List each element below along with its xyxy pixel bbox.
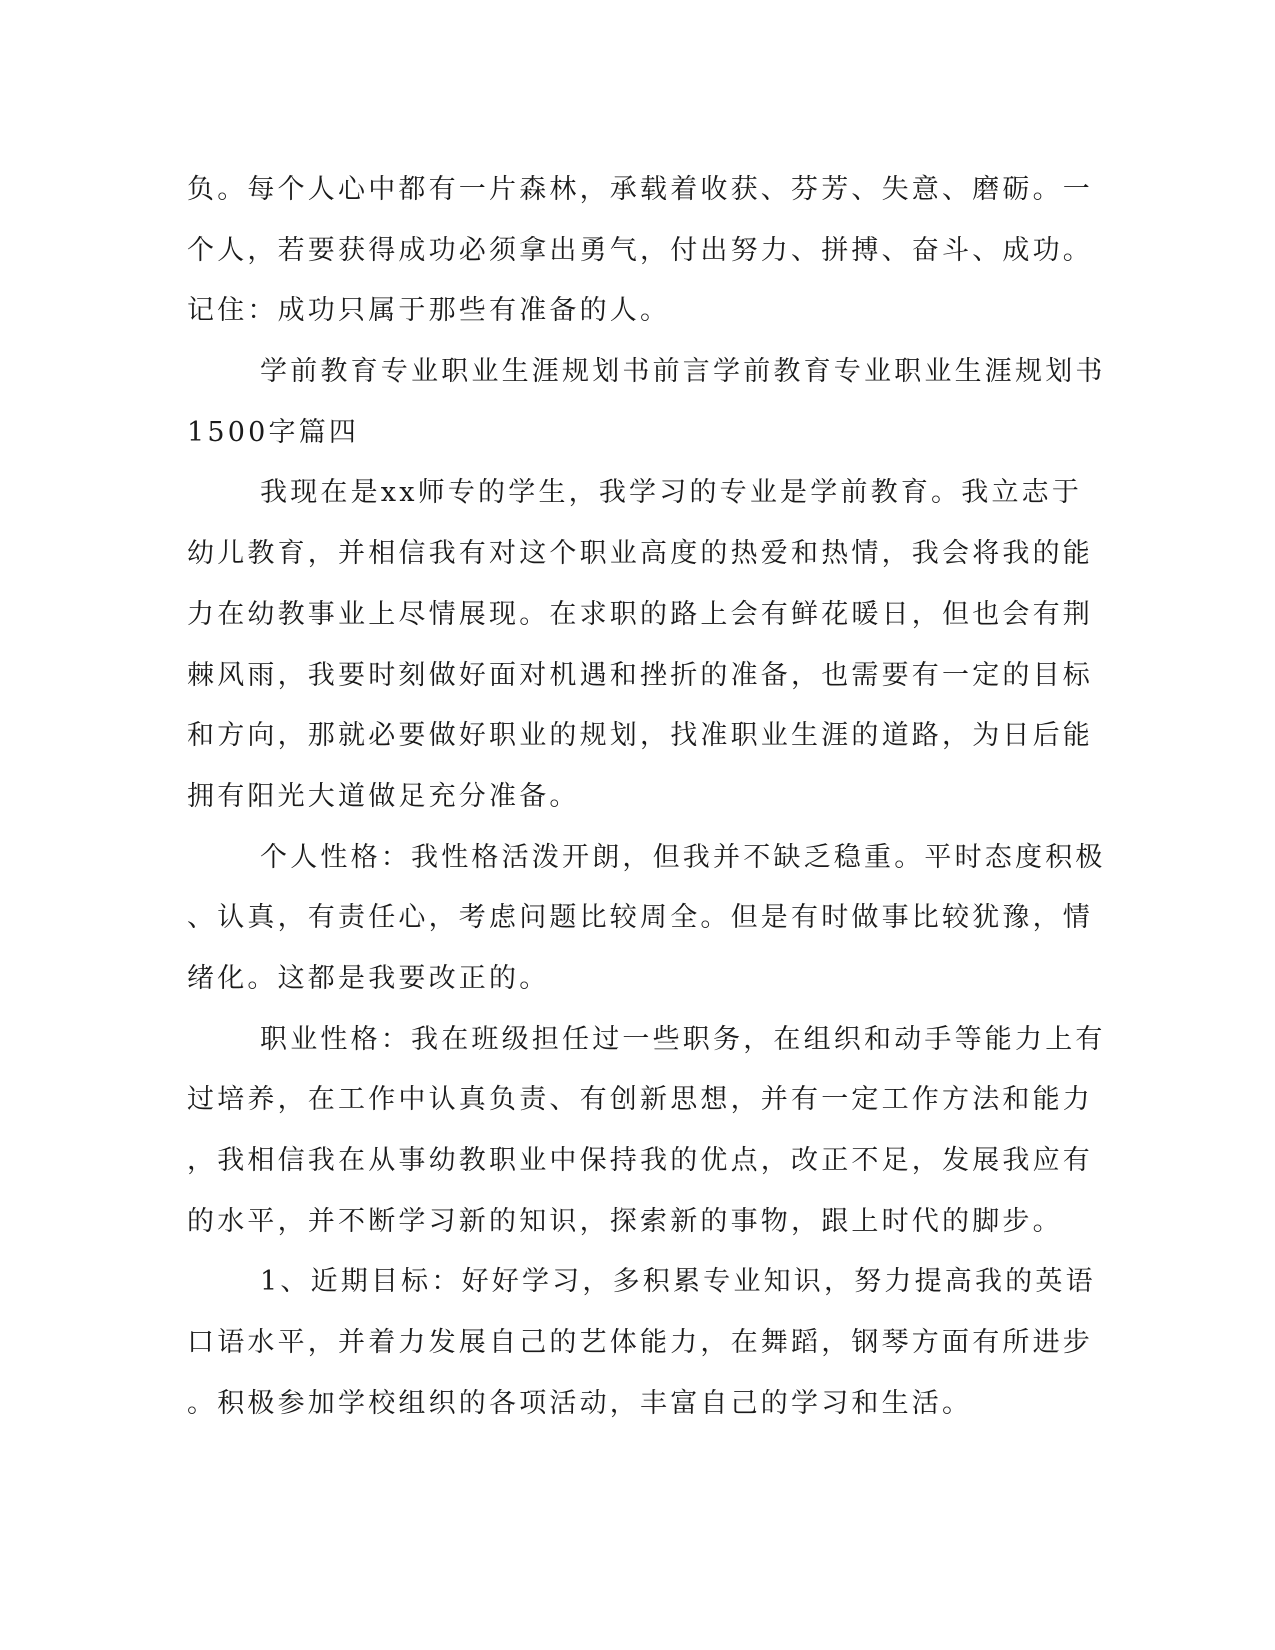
text-line-16: 过培养，在工作中认真负责、有创新思想，并有一定工作方法和能力 <box>187 1084 1093 1116</box>
text-line-14: 绪化。这都是我要改正的。 <box>187 962 550 994</box>
text-line-6: 我现在是xx师专的学生，我学习的专业是学前教育。我立志于 <box>260 477 1083 509</box>
text-line-3: 记住：成功只属于那些有准备的人。 <box>187 295 671 327</box>
text-line-7: 幼儿教育，并相信我有对这个职业高度的热爱和热情，我会将我的能 <box>187 538 1093 570</box>
text-line-12: 个人性格：我性格活泼开朗，但我并不缺乏稳重。平时态度积极 <box>260 841 1106 873</box>
text-line-8: 力在幼教事业上尽情展现。在求职的路上会有鲜花暖日，但也会有荆 <box>187 598 1093 630</box>
text-line-20: 口语水平，并着力发展自己的艺体能力，在舞蹈，钢琴方面有所进步 <box>187 1327 1093 1359</box>
text-line-21: 。积极参加学校组织的各项活动，丰富自己的学习和生活。 <box>187 1387 973 1419</box>
text-line-13: 、认真，有责任心，考虑问题比较周全。但是有时做事比较犹豫，情 <box>187 902 1093 934</box>
text-line-17: ，我相信我在从事幼教职业中保持我的优点，改正不足，发展我应有 <box>187 1145 1093 1176</box>
text-line-18: 的水平，并不断学习新的知识，探索新的事物，跟上时代的脚步。 <box>187 1205 1063 1237</box>
document-body <box>187 160 1106 1434</box>
text-line-11: 拥有阳光大道做足充分准备。 <box>187 780 580 812</box>
text-line-9: 棘风雨，我要时刻做好面对机遇和挫折的准备，也需要有一定的目标 <box>187 659 1093 691</box>
section-heading-line-2: 1500字篇四 <box>187 416 360 448</box>
text-line-19: 1、近期目标：好好学习，多积累专业知识，努力提高我的英语 <box>260 1266 1096 1298</box>
text-line-15: 职业性格：我在班级担任过一些职务，在组织和动手等能力上有 <box>260 1023 1106 1055</box>
text-line-10: 和方向，那就必要做好职业的规划，找准职业生涯的道路，为日后能 <box>187 720 1093 752</box>
text-line-2: 个人，若要获得成功必须拿出勇气，付出努力、拼搏、奋斗、成功。 <box>187 234 1093 266</box>
section-heading-line-1: 学前教育专业职业生涯规划书前言学前教育专业职业生涯规划书 <box>260 356 1106 388</box>
text-line-1: 负。每个人心中都有一片森林，承载着收获、芬芳、失意、磨砺。一 <box>187 174 1093 205</box>
